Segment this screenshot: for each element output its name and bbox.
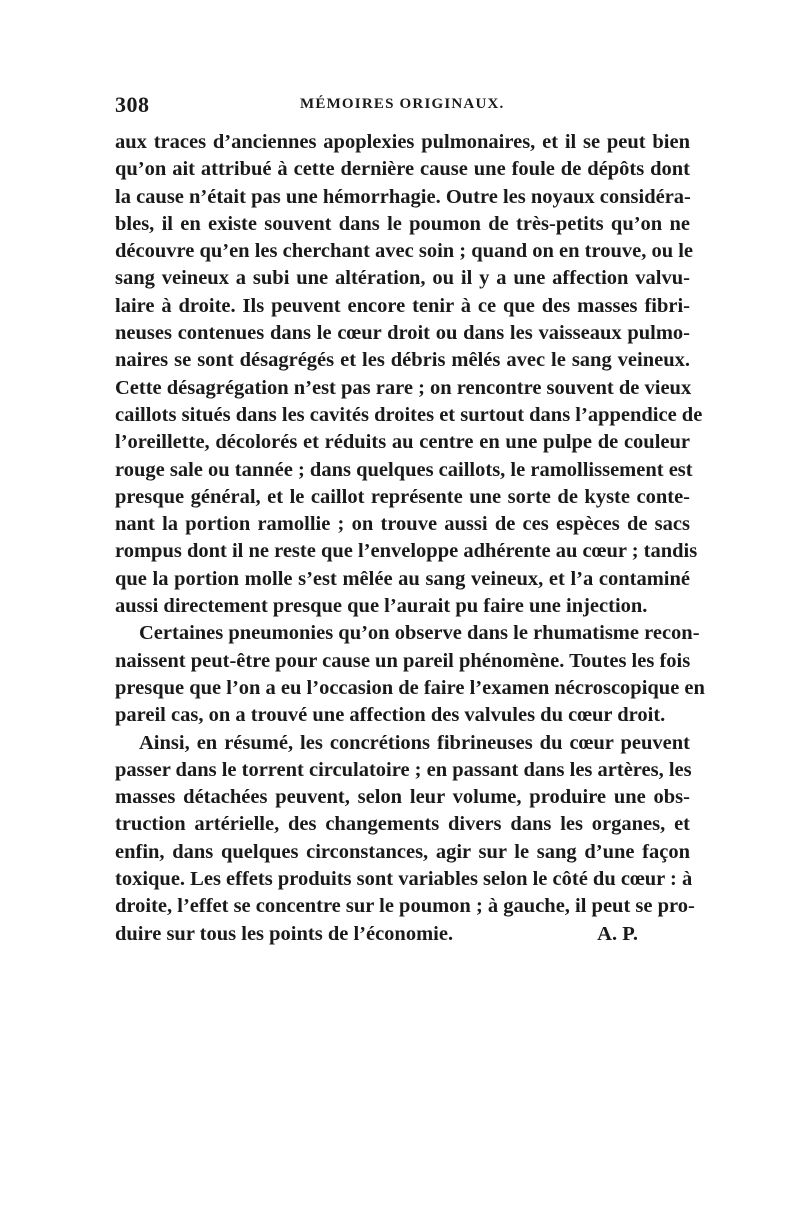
text-line: rompus dont il ne reste que l’enveloppe adhérente au cœur ; tandis: [115, 540, 698, 563]
text-line: découvre qu’en les cherchant avec soin ; quand on en trouve, ou le: [115, 240, 694, 263]
text-line: bles, il en existe souvent dans le poumon de très-petits qu’on ne: [115, 212, 690, 235]
text-line: truction artérielle, des changements divers dans les organes, et: [115, 813, 690, 836]
body-text: [115, 129, 705, 948]
closing-line: [115, 921, 690, 948]
text-line: toxique. Les effets produits sont variables selon le côté du cœur : à: [115, 868, 693, 891]
text-line: Ainsi, en résumé, les concrétions fibrineuses du cœur peuvent: [139, 731, 690, 754]
text-line: droite, l’effet se concentre sur le poumon ; à gauche, il peut se pro-: [115, 895, 695, 918]
text-line: qu’on ait attribué à cette dernière cause une foule de dépôts dont: [115, 158, 690, 181]
text-line: caillots situés dans les cavités droites et surtout dans l’appendice de: [115, 403, 703, 426]
text-line: sang veineux a subi une altération, ou il y a une affection valvu-: [115, 267, 690, 290]
running-head: [115, 92, 695, 120]
text-line: Certaines pneumonies qu’on observe dans le rhumatisme recon-: [139, 622, 700, 645]
text-line: naires se sont désagrégés et les débris mêlés avec le sang veineux.: [115, 349, 690, 372]
text-line: presque général, et le caillot représente une sorte de kyste conte-: [115, 485, 690, 508]
text-line: la cause n’était pas une hémorrhagie. Outre les noyaux considéra-: [115, 185, 691, 208]
text-line: neuses contenues dans le cœur droit ou dans les vaisseaux pulmo-: [115, 322, 690, 345]
text-line: passer dans le torrent circulatoire ; en passant dans les artères, les: [115, 758, 692, 781]
text-line: presque que l’on a eu l’occasion de faire l’examen nécroscopique en: [115, 676, 705, 699]
page-number: 308: [115, 92, 150, 117]
text-line: Cette désagrégation n’est pas rare ; on rencontre souvent de vieux: [115, 376, 692, 399]
running-title: MÉMOIRES ORIGINAUX.: [300, 96, 505, 112]
text-line: rouge sale ou tannée ; dans quelques caillots, le ramollissement est: [115, 458, 693, 481]
text-line: aux traces d’anciennes apoplexies pulmonaires, et il se peut bien: [115, 131, 690, 153]
text-line: masses détachées peuvent, selon leur volume, produire une obs-: [115, 786, 690, 809]
text-line: nant la portion ramollie ; on trouve aussi de ces espèces de sacs: [115, 513, 690, 536]
author-signature: A. P.: [597, 922, 638, 945]
text-line: aussi directement presque que l’aurait pu faire une injection.: [115, 595, 648, 618]
text-line: l’oreillette, décolorés et réduits au centre en une pulpe de couleur: [115, 431, 690, 454]
closing-text: duire sur tous les points de l’économie.: [115, 922, 454, 945]
text-line: naissent peut-être pour cause un pareil phénomène. Toutes les fois: [115, 649, 691, 672]
text-line: que la portion molle s’est mêlée au sang veineux, et l’a contaminé: [115, 567, 690, 590]
text-line: enfin, dans quelques circonstances, agir sur le sang d’une façon: [115, 840, 690, 863]
text-line: laire à droite. Ils peuvent encore tenir à ce que des masses fibri-: [115, 294, 690, 317]
text-line: pareil cas, on a trouvé une affection des valvules du cœur droit.: [115, 704, 666, 727]
